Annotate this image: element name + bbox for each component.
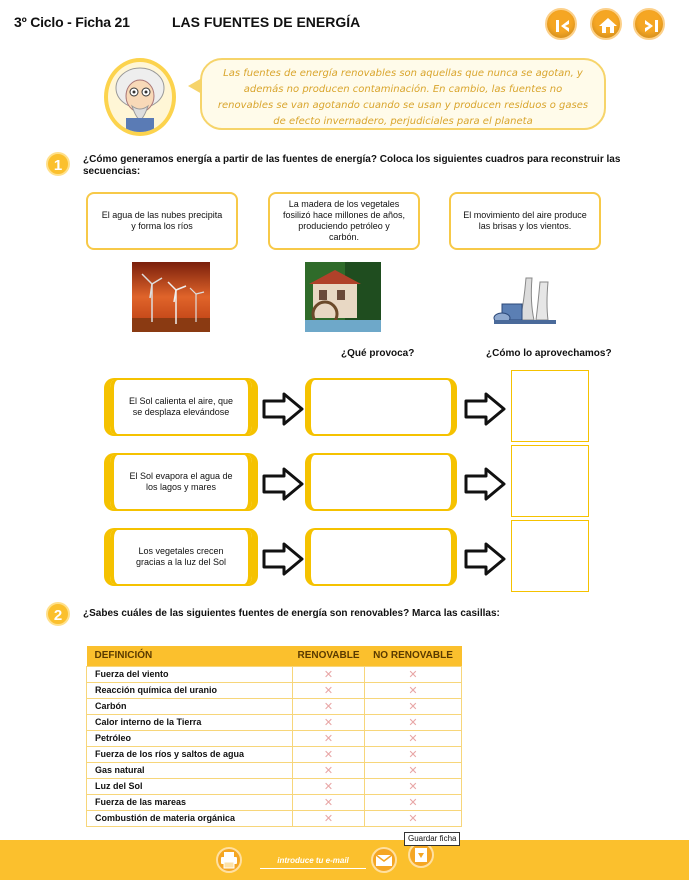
energy-source: Calor interno de la Tierra [87,714,293,730]
download-icon [410,844,432,866]
table-row [87,778,462,794]
energy-source: Fuerza del viento [87,666,293,682]
table-row [87,714,462,730]
envelope-icon [373,849,395,871]
printer-icon [218,849,240,871]
use-drop-slot[interactable] [511,370,589,442]
energy-source: Combustión de materia orgánica [87,810,293,826]
arrow-icon [262,392,304,431]
home-icon [598,16,618,36]
arrow-icon [262,542,304,581]
worksheet-number: 3º Ciclo - Ficha 21 [14,14,130,30]
wind-turbines-image[interactable] [132,262,210,332]
table-row [87,794,462,810]
sequence-drop-slot[interactable] [305,378,457,436]
column-head-effect: ¿Qué provoca? [341,348,415,359]
header-renewable: RENOVABLE [293,646,365,666]
non-renewable-checkbox[interactable]: ✕ [365,730,462,746]
arrow-icon [262,467,304,506]
home-button[interactable] [590,8,622,40]
first-page-button[interactable] [545,8,577,40]
arrow-icon [464,392,506,431]
table-row [87,682,462,698]
non-renewable-checkbox[interactable]: ✕ [365,778,462,794]
arrow-icon [464,467,506,506]
energy-source: Petróleo [87,730,293,746]
renewable-checkbox[interactable]: ✕ [293,714,365,730]
energy-source: Fuerza de los ríos y saltos de agua [87,746,293,762]
question-1-text: ¿Cómo generamos energía a partir de las fuentes de energía? Coloca los siguientes cuadros para reconstruir las secuencias: [83,154,621,177]
sequence-drop-slot[interactable] [305,528,457,586]
source-box-rain[interactable]: El agua de las nubes precipita y forma los ríos [86,192,238,250]
renewable-checkbox[interactable]: ✕ [293,698,365,714]
sequence-start-box: Los vegetales crecen gracias a la luz del Sol [104,528,258,586]
table-row [87,666,462,682]
energy-source: Carbón [87,698,293,714]
non-renewable-checkbox[interactable]: ✕ [365,666,462,682]
page-title: LAS FUENTES DE ENERGÍA [172,14,361,30]
renewables-table [86,646,462,827]
question-1-number: 1 [46,152,70,176]
question-2-text: ¿Sabes cuáles de las siguientes fuentes de energía son renovables? Marca las casillas: [83,608,500,619]
use-drop-slot[interactable] [511,520,589,592]
non-renewable-checkbox[interactable]: ✕ [365,714,462,730]
source-box-fossil[interactable]: La madera de los vegetales fosilizó hace millones de años, produciendo petróleo y carbón. [268,192,420,250]
last-page-icon [641,16,661,36]
renewable-checkbox[interactable]: ✕ [293,730,365,746]
power-plant-image[interactable] [490,272,562,328]
renewable-checkbox[interactable]: ✕ [293,762,365,778]
non-renewable-checkbox[interactable]: ✕ [365,762,462,778]
intro-speech-bubble: Las fuentes de energía renovables son aquellas que nunca se agotan, y además no producen contaminación. En cambio, las fuentes no renovables se van agotando cuando se usan y producen residuos o gases de efecto invernadero, perjudiciales para el planeta [200,58,606,130]
save-tooltip: Guardar ficha [404,832,460,846]
question-2-number: 2 [46,602,70,626]
non-renewable-checkbox[interactable]: ✕ [365,746,462,762]
energy-source: Luz del Sol [87,778,293,794]
non-renewable-checkbox[interactable]: ✕ [365,682,462,698]
arrow-icon [464,542,506,581]
energy-source: Gas natural [87,762,293,778]
first-page-icon [553,16,573,36]
non-renewable-checkbox[interactable]: ✕ [365,794,462,810]
non-renewable-checkbox[interactable]: ✕ [365,698,462,714]
send-email-button[interactable] [371,847,397,873]
source-box-wind[interactable]: El movimiento del aire produce las brisas y los vientos. [449,192,601,250]
table-row [87,762,462,778]
renewable-checkbox[interactable]: ✕ [293,778,365,794]
table-row [87,746,462,762]
renewable-checkbox[interactable]: ✕ [293,666,365,682]
sequence-start-box: El Sol calienta el aire, que se desplaza elevándose [104,378,258,436]
non-renewable-checkbox[interactable]: ✕ [365,810,462,826]
table-row [87,698,462,714]
renewable-checkbox[interactable]: ✕ [293,682,365,698]
renewable-checkbox[interactable]: ✕ [293,810,365,826]
sequence-drop-slot[interactable] [305,453,457,511]
table-row [87,810,462,826]
professor-avatar [104,58,176,136]
header-definition: DEFINICIÓN [87,646,293,666]
renewable-checkbox[interactable]: ✕ [293,746,365,762]
watermill-image[interactable] [305,262,381,332]
use-drop-slot[interactable] [511,445,589,517]
last-page-button[interactable] [633,8,665,40]
sequence-start-box: El Sol evapora el agua de los lagos y mares [104,453,258,511]
table-row [87,730,462,746]
energy-source: Fuerza de las mareas [87,794,293,810]
energy-source: Reacción química del uranio [87,682,293,698]
renewable-checkbox[interactable]: ✕ [293,794,365,810]
email-input[interactable]: introduce tu e-mail [260,853,366,869]
print-button[interactable] [216,847,242,873]
header-non-renewable: NO RENOVABLE [365,646,462,666]
column-head-use: ¿Cómo lo aprovechamos? [486,348,612,359]
